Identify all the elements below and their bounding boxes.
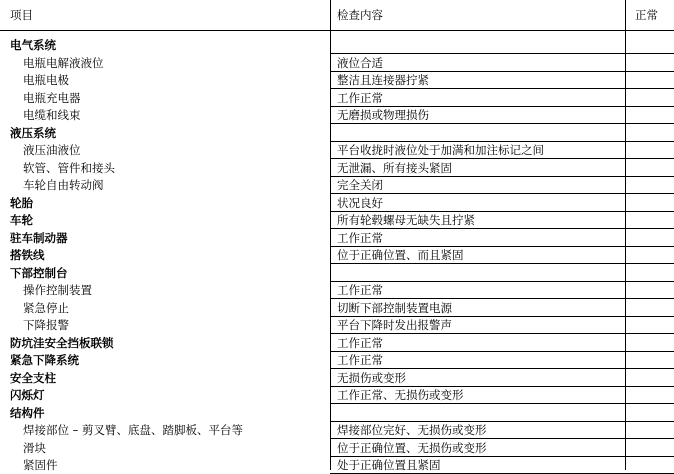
category-label: 搭铁线 xyxy=(10,248,45,262)
header-bottom-border xyxy=(0,30,674,31)
table-row xyxy=(0,317,674,334)
table-row xyxy=(0,422,674,439)
table-row xyxy=(0,72,674,89)
normal-checkbox-cell[interactable] xyxy=(630,230,670,246)
item-label: 操作控制装置 xyxy=(23,283,92,297)
check-content: 整洁且连接器拧紧 xyxy=(337,73,429,87)
table-row xyxy=(0,142,674,159)
normal-checkbox-cell[interactable] xyxy=(630,422,670,438)
check-content: 平台收拢时液位处于加满和加注标记之间 xyxy=(337,143,544,157)
normal-checkbox-cell[interactable] xyxy=(630,440,670,456)
normal-checkbox-cell[interactable] xyxy=(630,300,670,316)
category-label: 紧急下降系统 xyxy=(10,353,79,367)
table-row xyxy=(0,265,674,282)
check-content: 无损伤或变形 xyxy=(337,370,406,385)
normal-checkbox-cell[interactable] xyxy=(630,195,670,211)
check-content: 工作正常 xyxy=(337,335,383,350)
table-row xyxy=(0,177,674,194)
check-content: 工作正常 xyxy=(337,230,383,245)
table-row xyxy=(0,370,674,387)
category-label: 轮胎 xyxy=(10,195,33,210)
normal-checkbox-cell[interactable] xyxy=(630,90,670,106)
item-label: 滑块 xyxy=(23,440,46,455)
check-content: 无泄漏、所有接头紧固 xyxy=(337,160,452,175)
check-content: 液位合适 xyxy=(337,55,383,70)
normal-checkbox-cell[interactable] xyxy=(630,212,670,228)
item-label: 液压油液位 xyxy=(23,143,81,157)
normal-checkbox-cell[interactable] xyxy=(630,125,670,141)
check-content: 工作正常 xyxy=(337,353,383,367)
item-label: 电瓶充电器 xyxy=(23,90,81,105)
normal-checkbox-cell[interactable] xyxy=(630,317,670,333)
normal-checkbox-cell[interactable] xyxy=(630,265,670,281)
item-label: 紧急停止 xyxy=(23,300,69,315)
normal-checkbox-cell[interactable] xyxy=(630,55,670,71)
table-row xyxy=(0,160,674,177)
check-content: 切断下部控制装置电源 xyxy=(337,300,452,315)
check-content: 完全关闭 xyxy=(337,178,383,192)
table-row xyxy=(0,352,674,369)
table-row xyxy=(0,212,674,229)
normal-checkbox-cell[interactable] xyxy=(630,142,670,158)
category-label: 车轮 xyxy=(10,213,33,227)
table-row xyxy=(0,440,674,457)
category-label: 结构件 xyxy=(10,405,45,420)
table-row xyxy=(0,125,674,142)
check-content: 平台下降时发出报警声 xyxy=(337,318,452,332)
table-row xyxy=(0,247,674,264)
item-label: 下降报警 xyxy=(23,318,69,332)
check-content: 状况良好 xyxy=(337,195,383,210)
header-normal: 正常 xyxy=(635,8,658,22)
item-label: 电瓶电极 xyxy=(23,73,69,87)
normal-checkbox-cell[interactable] xyxy=(630,282,670,298)
category-label: 液压系统 xyxy=(10,125,56,140)
category-label: 驻车制动器 xyxy=(10,230,68,245)
check-content: 所有轮毂螺母无缺失且拧紧 xyxy=(337,213,475,227)
check-content: 工作正常 xyxy=(337,283,383,297)
table-header-row xyxy=(0,7,674,27)
table-row xyxy=(0,107,674,124)
check-content: 位于正确位置、而且紧固 xyxy=(337,248,464,262)
normal-checkbox-cell[interactable] xyxy=(630,247,670,263)
check-content: 处于正确位置且紧固 xyxy=(337,458,441,472)
normal-checkbox-cell[interactable] xyxy=(630,72,670,88)
table-row xyxy=(0,457,674,474)
item-label: 车轮自由转动阀 xyxy=(23,178,104,192)
check-content: 位于正确位置、无损伤或变形 xyxy=(337,440,487,455)
table-row xyxy=(0,195,674,212)
table-row xyxy=(0,55,674,72)
table-row xyxy=(0,37,674,54)
table-row xyxy=(0,230,674,247)
table-row xyxy=(0,335,674,352)
normal-checkbox-cell[interactable] xyxy=(630,335,670,351)
check-content: 工作正常 xyxy=(337,90,383,105)
normal-checkbox-cell[interactable] xyxy=(630,352,670,368)
normal-checkbox-cell[interactable] xyxy=(630,37,670,53)
item-label: 焊接部位 – 剪叉臂、底盘、踏脚板、平台等 xyxy=(23,423,244,437)
item-label: 软管、管件和接头 xyxy=(23,160,115,175)
item-label: 电瓶电解液液位 xyxy=(23,55,104,70)
normal-checkbox-cell[interactable] xyxy=(630,177,670,193)
table-row xyxy=(0,300,674,317)
table-row xyxy=(0,387,674,404)
check-content: 焊接部位完好、无损伤或变形 xyxy=(337,423,487,437)
normal-checkbox-cell[interactable] xyxy=(630,405,670,421)
check-content: 工作正常、无损伤或变形 xyxy=(337,388,464,402)
table-row xyxy=(0,282,674,299)
normal-checkbox-cell[interactable] xyxy=(630,370,670,386)
table-row xyxy=(0,90,674,107)
item-label: 紧固件 xyxy=(23,458,58,472)
category-label: 防坑洼安全挡板联锁 xyxy=(10,335,114,350)
category-label: 下部控制台 xyxy=(10,265,68,280)
category-label: 闪烁灯 xyxy=(10,388,45,402)
normal-checkbox-cell[interactable] xyxy=(630,457,670,473)
table-row xyxy=(0,405,674,422)
header-item: 项目 xyxy=(10,8,33,22)
category-label: 电气系统 xyxy=(10,38,56,52)
header-content: 检查内容 xyxy=(337,8,383,22)
check-content: 无磨损或物理损伤 xyxy=(337,108,429,122)
normal-checkbox-cell[interactable] xyxy=(630,160,670,176)
normal-checkbox-cell[interactable] xyxy=(630,387,670,403)
normal-checkbox-cell[interactable] xyxy=(630,107,670,123)
category-label: 安全支柱 xyxy=(10,370,56,385)
item-label: 电缆和线束 xyxy=(23,108,81,122)
